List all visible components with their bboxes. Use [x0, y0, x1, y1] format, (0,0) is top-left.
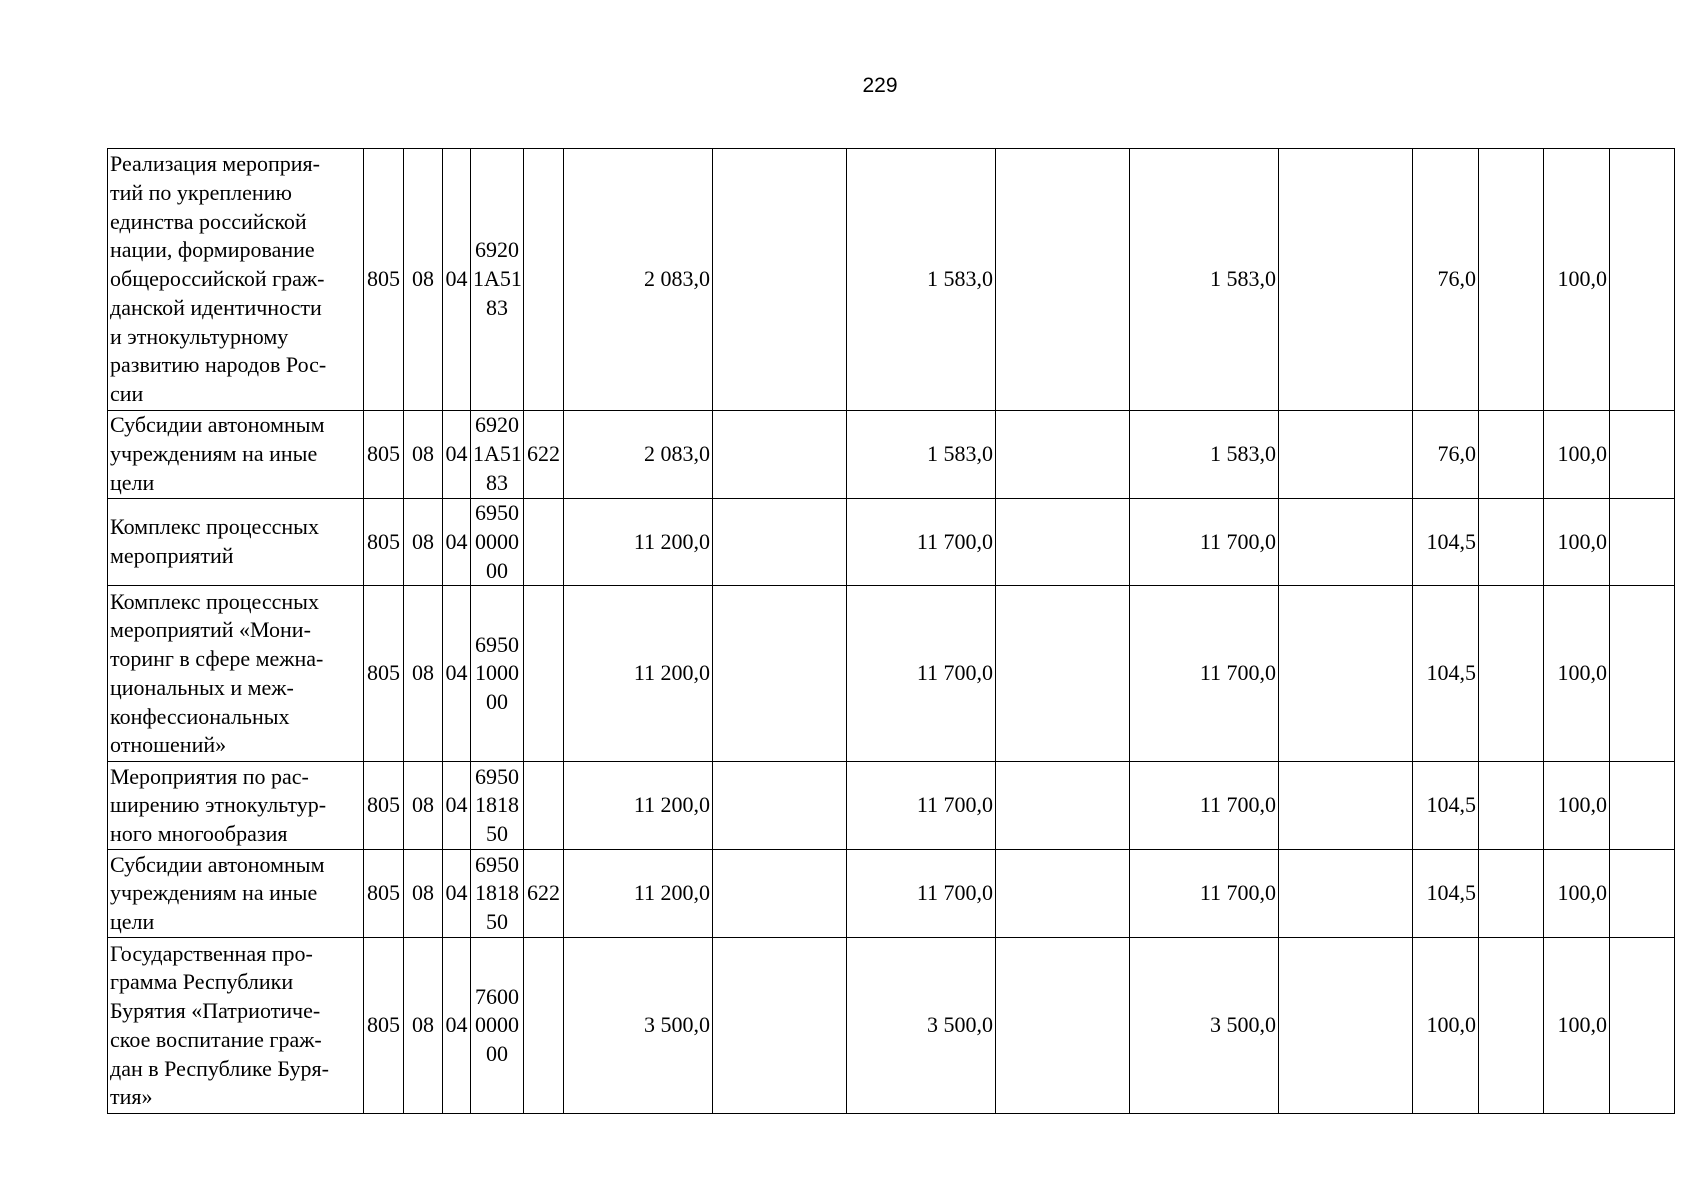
empty-cell	[1610, 586, 1675, 762]
section-code: 08	[404, 149, 443, 411]
empty-cell	[1479, 938, 1544, 1114]
expense-type-code	[524, 586, 564, 762]
target-article-code: 6920 1A51 83	[471, 149, 524, 411]
exec-value: 11 700,0	[847, 586, 996, 762]
empty-cell	[1279, 850, 1413, 938]
table-row	[108, 499, 1675, 586]
percent-1-value: 76,0	[1413, 411, 1479, 499]
empty-cell	[1279, 499, 1413, 586]
subsection-code: 04	[443, 411, 471, 499]
empty-cell	[1279, 762, 1413, 850]
plan-value: 11 200,0	[564, 762, 713, 850]
empty-cell	[713, 499, 847, 586]
empty-cell	[996, 149, 1130, 411]
section-code: 08	[404, 499, 443, 586]
row-name: Комплекс процессных мероприятий «Мони- торинг в сфере межна- циональных и меж- конфессиональных отношений»	[108, 586, 364, 762]
ministry-code: 805	[364, 850, 404, 938]
row-name: Субсидии автономным учреждениям на иные цели	[108, 411, 364, 499]
empty-cell	[713, 149, 847, 411]
percent-1-value: 104,5	[1413, 850, 1479, 938]
empty-cell	[996, 850, 1130, 938]
fact-value: 1 583,0	[1130, 411, 1279, 499]
percent-1-value: 76,0	[1413, 149, 1479, 411]
empty-cell	[1279, 938, 1413, 1114]
exec-value: 3 500,0	[847, 938, 996, 1114]
percent-1-value: 104,5	[1413, 499, 1479, 586]
empty-cell	[1479, 499, 1544, 586]
empty-cell	[996, 586, 1130, 762]
exec-value: 1 583,0	[847, 149, 996, 411]
table-row	[108, 586, 1675, 762]
section-code: 08	[404, 411, 443, 499]
row-name: Мероприятия по рас- ширению этнокультур- ного многообразия	[108, 762, 364, 850]
subsection-code: 04	[443, 850, 471, 938]
section-code: 08	[404, 850, 443, 938]
empty-cell	[1279, 149, 1413, 411]
ministry-code: 805	[364, 938, 404, 1114]
section-code: 08	[404, 586, 443, 762]
subsection-code: 04	[443, 499, 471, 586]
subsection-code: 04	[443, 938, 471, 1114]
empty-cell	[713, 938, 847, 1114]
ministry-code: 805	[364, 149, 404, 411]
expense-type-code	[524, 499, 564, 586]
section-code: 08	[404, 762, 443, 850]
percent-1-value: 104,5	[1413, 586, 1479, 762]
percent-1-value: 100,0	[1413, 938, 1479, 1114]
table-row	[108, 149, 1675, 411]
row-name: Комплекс процессных мероприятий	[108, 499, 364, 586]
plan-value: 11 200,0	[564, 850, 713, 938]
percent-2-value: 100,0	[1544, 149, 1610, 411]
empty-cell	[1479, 411, 1544, 499]
plan-value: 11 200,0	[564, 499, 713, 586]
fact-value: 11 700,0	[1130, 762, 1279, 850]
empty-cell	[996, 411, 1130, 499]
table-row	[108, 938, 1675, 1114]
percent-2-value: 100,0	[1544, 586, 1610, 762]
empty-cell	[1610, 850, 1675, 938]
percent-2-value: 100,0	[1544, 411, 1610, 499]
subsection-code: 04	[443, 586, 471, 762]
percent-1-value: 104,5	[1413, 762, 1479, 850]
row-name: Государственная про- грамма Республики Бурятия «Патриотиче- ское воспитание граж- дан в Республике Буря- тия»	[108, 938, 364, 1114]
expense-type-code: 622	[524, 411, 564, 499]
percent-2-value: 100,0	[1544, 850, 1610, 938]
budget-table	[107, 148, 1675, 1114]
percent-2-value: 100,0	[1544, 762, 1610, 850]
exec-value: 1 583,0	[847, 411, 996, 499]
plan-value: 2 083,0	[564, 149, 713, 411]
plan-value: 2 083,0	[564, 411, 713, 499]
target-article-code: 6950 1818 50	[471, 762, 524, 850]
expense-type-code	[524, 149, 564, 411]
exec-value: 11 700,0	[847, 762, 996, 850]
plan-value: 11 200,0	[564, 586, 713, 762]
ministry-code: 805	[364, 499, 404, 586]
ministry-code: 805	[364, 411, 404, 499]
fact-value: 3 500,0	[1130, 938, 1279, 1114]
section-code: 08	[404, 938, 443, 1114]
empty-cell	[1610, 499, 1675, 586]
empty-cell	[1279, 411, 1413, 499]
exec-value: 11 700,0	[847, 850, 996, 938]
fact-value: 11 700,0	[1130, 499, 1279, 586]
page-number: 229	[862, 74, 898, 97]
target-article-code: 6950 1818 50	[471, 850, 524, 938]
empty-cell	[713, 850, 847, 938]
row-name: Реализация мероприя- тий по укреплению единства российской нации, формирование общероссийской граж- данской идентичности и этнокультурному развитию народов Рос- сии	[108, 149, 364, 411]
expense-type-code	[524, 938, 564, 1114]
row-name: Субсидии автономным учреждениям на иные цели	[108, 850, 364, 938]
table-row	[108, 411, 1675, 499]
empty-cell	[996, 762, 1130, 850]
fact-value: 11 700,0	[1130, 586, 1279, 762]
table-row	[108, 762, 1675, 850]
expense-type-code	[524, 762, 564, 850]
target-article-code: 6920 1A51 83	[471, 411, 524, 499]
ministry-code: 805	[364, 586, 404, 762]
empty-cell	[1610, 149, 1675, 411]
table-row	[108, 850, 1675, 938]
empty-cell	[713, 586, 847, 762]
fact-value: 1 583,0	[1130, 149, 1279, 411]
empty-cell	[996, 938, 1130, 1114]
empty-cell	[713, 762, 847, 850]
subsection-code: 04	[443, 149, 471, 411]
empty-cell	[713, 411, 847, 499]
fact-value: 11 700,0	[1130, 850, 1279, 938]
ministry-code: 805	[364, 762, 404, 850]
empty-cell	[1610, 938, 1675, 1114]
plan-value: 3 500,0	[564, 938, 713, 1114]
subsection-code: 04	[443, 762, 471, 850]
empty-cell	[996, 499, 1130, 586]
empty-cell	[1479, 586, 1544, 762]
percent-2-value: 100,0	[1544, 938, 1610, 1114]
empty-cell	[1610, 762, 1675, 850]
target-article-code: 6950 1000 00	[471, 586, 524, 762]
empty-cell	[1279, 586, 1413, 762]
expense-type-code: 622	[524, 850, 564, 938]
empty-cell	[1479, 149, 1544, 411]
empty-cell	[1610, 411, 1675, 499]
target-article-code: 7600 0000 00	[471, 938, 524, 1114]
empty-cell	[1479, 850, 1544, 938]
empty-cell	[1479, 762, 1544, 850]
exec-value: 11 700,0	[847, 499, 996, 586]
target-article-code: 6950 0000 00	[471, 499, 524, 586]
percent-2-value: 100,0	[1544, 499, 1610, 586]
